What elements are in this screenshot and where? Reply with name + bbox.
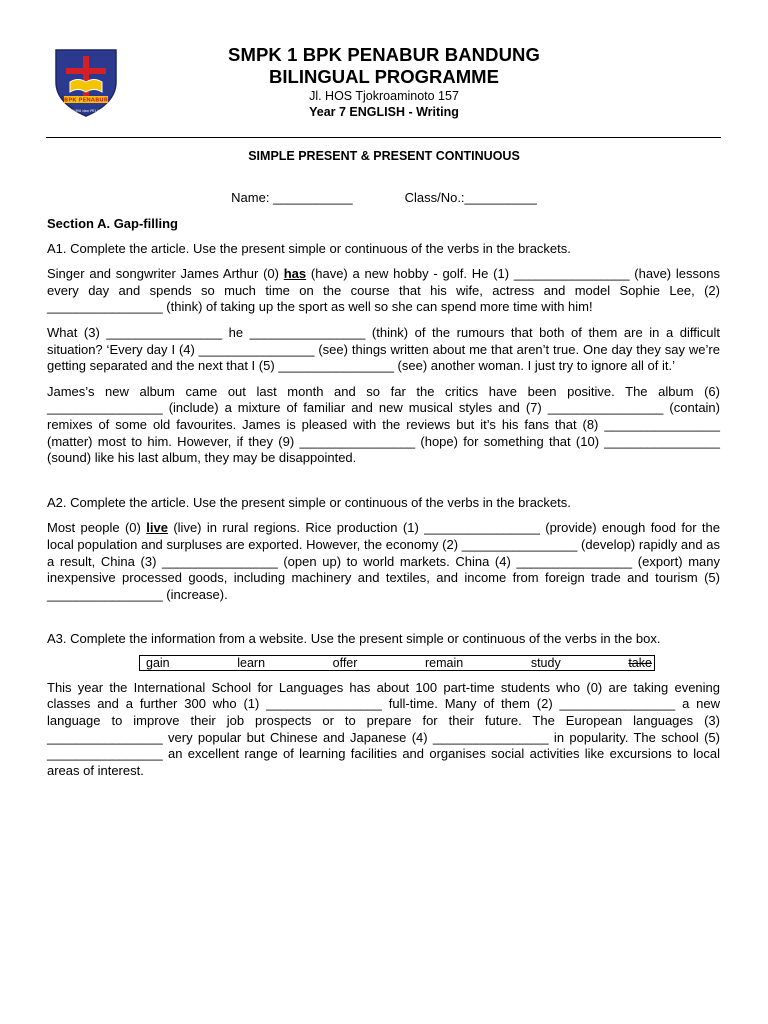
header-divider [46,137,721,138]
word-box-item: learn [237,655,266,670]
student-info-row [0,190,768,205]
word-box-item: offer [332,655,358,670]
class-field[interactable]: Class/No.:__________ [404,190,537,205]
name-field[interactable]: Name: ___________ [231,190,353,205]
program-name: BILINGUAL PROGRAMME [269,66,499,87]
word-box-item: study [530,655,561,670]
a1-paragraph-1: Singer and songwriter James Arthur (0) has (have) a new hobby - golf. He (1) ________________ (have) lessons every day and spends so much time on the course that his wife, actress and model Sophie Lee, (2) ________________ (think) of taking up the sport as well so she can spend more time with him! [47,266,720,315]
logo-motto: IMAN, ILMU dan PELAYANAN [60,109,112,113]
word-box-item: gain [146,655,170,670]
a3-instruction: A3. Complete the information from a website. Use the present simple or continuous of the verbs in the box. [47,631,661,647]
subject-line: Year 7 ENGLISH - Writing [309,105,459,119]
page-header [0,44,768,120]
school-name: SMPK 1 BPK PENABUR BANDUNG [228,44,540,65]
a2-paragraph: Most people (0) live (live) in rural regions. Rice production (1) ________________ (provide) enough food for the local population and surpluses are exported. However, the economy (2) ________________ (develop) rapidly and as a result, China (3) ________________ (open up) to world markets. China (4) ________________ (export) many inexpensive processed goods, including machinery and textiles, and income from foreign trade and tourism (5) ________________ (increase). [47,520,721,602]
school-address: Jl. HOS Tjokroaminoto 157 [309,89,459,103]
worksheet-content [47,216,720,779]
a2-example-answer: live [146,520,168,536]
logo-text-top: BPK PENABUR [64,97,108,104]
a1-example-answer: has [283,266,307,282]
word-box-item-used: take [628,655,652,670]
a1-instruction: A1. Complete the article. Use the present simple or continuous of the verbs in the brackets. [47,240,571,256]
section-a-heading: Section A. Gap-filling [47,216,178,231]
a3-paragraph: This year the International School for Languages has about 100 part-time students who (0) are taking evening classes and a further 300 who (1) ________________ full-time. Many of them (2) ________________ a new language to improve their job prospects or to prepare for their future. The European languages (3) ________________ very popular but Chinese and Japanese (4) ________________ in popularity. The school (5) ________________ an excellent range of learning facilities and organises social activities like excursions to local areas of interest. [47,679,720,778]
a1-paragraph-2: What (3) ________________ he ________________ (think) of the rumours that both of them are in a difficult situation? ‘Every day I (4) ________________ (see) things written about me that aren’t true. One day they say we’re getting separated and the next that I (5) ________________ (see) another woman. I just try to ignore all of it.’ [47,324,720,374]
a2-instruction: A2. Complete the article. Use the present simple or continuous of the verbs in the brackets. [47,494,571,510]
word-box-item: remain [425,655,464,670]
a1-paragraph-3: James’s new album came out last month and so far the critics have been positive. The album (6) ________________ (include) a mixture of familiar and new musical styles and (7) ________________ (contain) remixes of some old favourites. James is pleased with the reviews but it’s his fans that (8) ________________ (matter) most to him. However, if they (9) ________________ (hope) for something that (10) ________________ (sound) like his last album, they may be disappointed. [47,383,720,466]
verb-word-box [139,655,655,671]
worksheet-title: SIMPLE PRESENT & PRESENT CONTINUOUS [248,149,520,163]
